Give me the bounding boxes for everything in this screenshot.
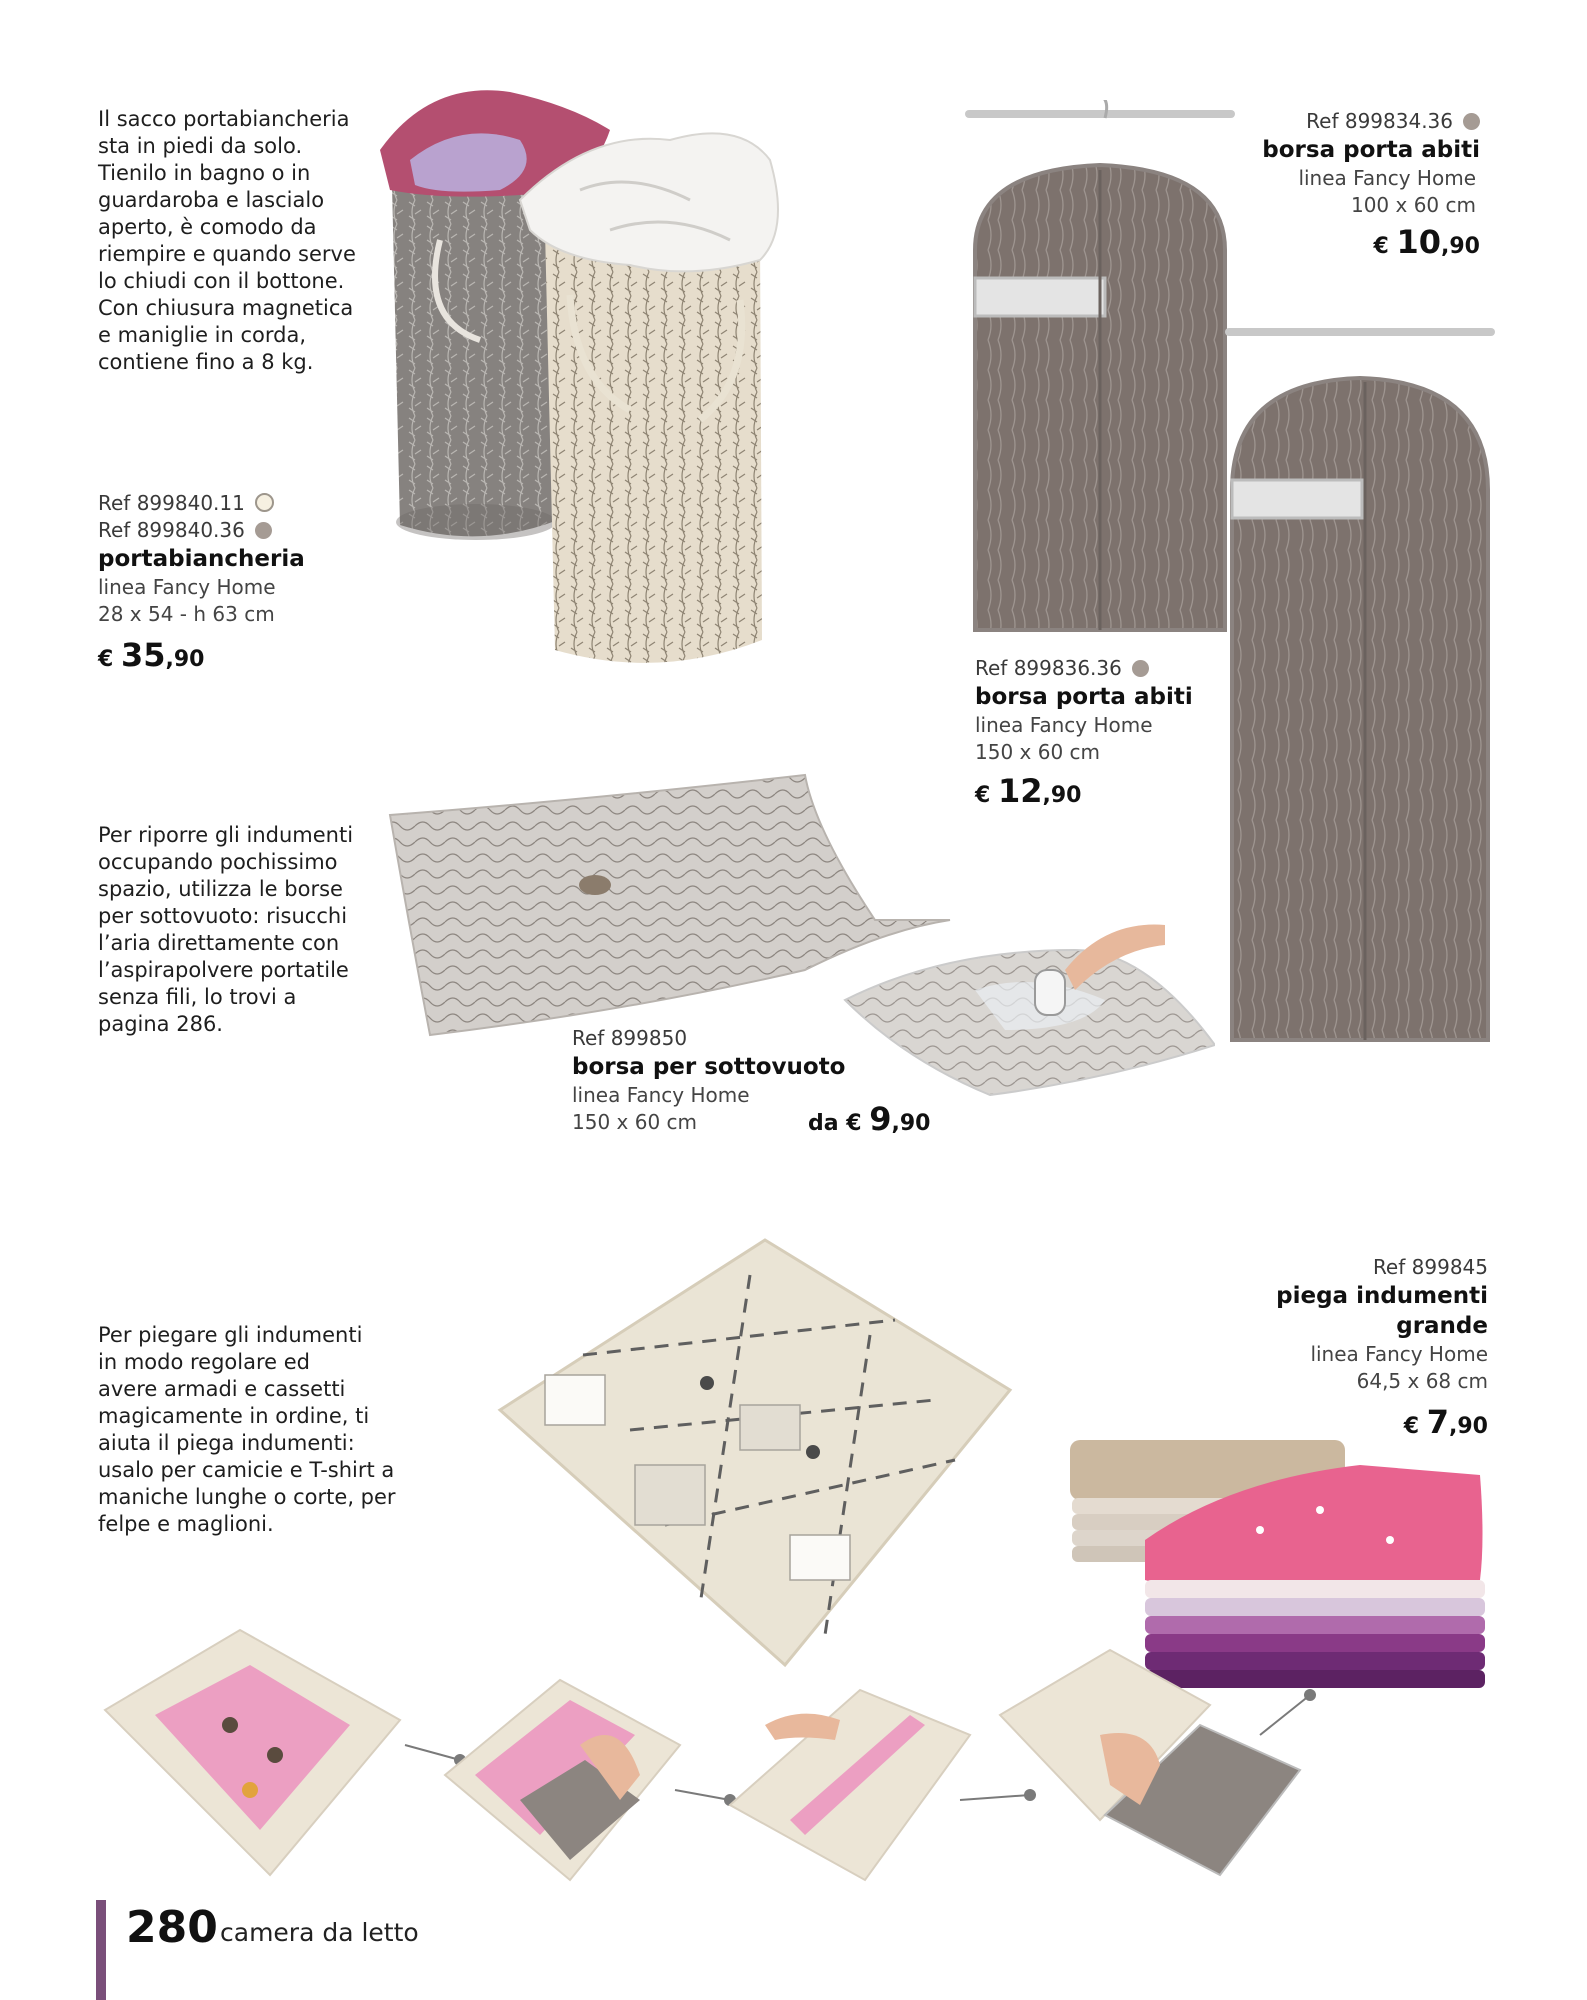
- vacuum-name: borsa per sottovuoto: [572, 1054, 846, 1080]
- laundry-ref-1: Ref 899840.11: [98, 490, 398, 517]
- desc-line: contiene fino a 8 kg.: [98, 350, 314, 374]
- garment-large-ref: Ref 899836.36: [975, 655, 1295, 682]
- desc-line: Per riporre gli indumenti: [98, 823, 354, 847]
- laundry-ref-2: Ref 899840.36: [98, 517, 398, 544]
- desc-line: Con chiusura magnetica: [98, 296, 354, 320]
- folder-line: linea Fancy Home: [1310, 1342, 1488, 1366]
- desc-line: occupando pochissimo: [98, 850, 338, 874]
- desc-line: magicamente in ordine, ti: [98, 1404, 370, 1428]
- desc-line: Tienilo in bagno o in: [98, 161, 311, 185]
- desc-line: e maniglie in corda,: [98, 323, 307, 347]
- vacuum-info: [572, 1025, 846, 1136]
- garment-small-ref: Ref 899834.36: [1180, 108, 1480, 135]
- gray-swatch: [255, 522, 272, 539]
- desc-line: per sottovuoto: risucchi: [98, 904, 348, 928]
- garment-large-name: borsa porta abiti: [975, 684, 1193, 710]
- desc-line: aiuta il piega indumenti:: [98, 1431, 355, 1455]
- desc-line: sta in piedi da solo.: [98, 134, 303, 158]
- section-title: camera da letto: [220, 1918, 419, 1947]
- desc-line: Per piegare gli indumenti: [98, 1323, 363, 1347]
- laundry-bags-photo: [370, 80, 860, 680]
- gray-swatch: [1132, 660, 1149, 677]
- garment-large-line: linea Fancy Home: [975, 713, 1153, 737]
- garment-large-price: € 12,90: [975, 772, 1082, 810]
- desc-line: usalo per camicie e T-shirt a: [98, 1458, 395, 1482]
- desc-line: maniche lunghe o corte, per: [98, 1485, 396, 1509]
- page-accent-bar: [96, 1900, 106, 2000]
- desc-line: pagina 286.: [98, 1012, 223, 1036]
- desc-line: l’aria direttamente con: [98, 931, 340, 955]
- cream-swatch: [255, 493, 274, 512]
- desc-line: lo chiudi con il bottone.: [98, 269, 345, 293]
- vacuum-ref: Ref 899850: [572, 1026, 688, 1050]
- desc-line: riempire e quando serve: [98, 242, 356, 266]
- folder-name-1: piega indumenti: [1276, 1283, 1488, 1309]
- garment-large-size: 150 x 60 cm: [975, 740, 1101, 764]
- laundry-name: portabiancheria: [98, 546, 305, 572]
- laundry-line: linea Fancy Home: [98, 575, 276, 599]
- desc-line: guardaroba e lascialo: [98, 188, 325, 212]
- vacuum-price: da € 9,90: [808, 1100, 931, 1138]
- folding-steps-photo: [100, 1625, 1360, 1905]
- vacuum-line: linea Fancy Home: [572, 1083, 750, 1107]
- folder-price: € 7,90: [1403, 1403, 1488, 1441]
- page-number: 280: [126, 1902, 218, 1953]
- desc-line: Il sacco portabiancheria: [98, 107, 350, 131]
- vacuum-description: [98, 822, 398, 1038]
- garment-small-line: linea Fancy Home: [1298, 166, 1476, 190]
- desc-line: aperto, è comodo da: [98, 215, 317, 239]
- desc-line: felpe e maglioni.: [98, 1512, 274, 1536]
- folder-ref: Ref 899845: [1372, 1255, 1488, 1279]
- laundry-price: € 35,90: [98, 636, 205, 674]
- garment-small-price: € 10,90: [1373, 223, 1480, 261]
- desc-line: spazio, utilizza le borse: [98, 877, 343, 901]
- laundry-description: [98, 106, 378, 376]
- vacuum-bag-photo: [385, 770, 1215, 1100]
- folder-size: 64,5 x 68 cm: [1356, 1369, 1488, 1393]
- desc-line: avere armadi e cassetti: [98, 1377, 346, 1401]
- folder-name-2: grande: [1396, 1313, 1488, 1339]
- vacuum-size: 150 x 60 cm: [572, 1110, 698, 1134]
- garment-small-name: borsa porta abiti: [1262, 137, 1480, 163]
- desc-line: l’aspirapolvere portatile: [98, 958, 349, 982]
- folder-info: [1180, 1254, 1488, 1444]
- laundry-info: [98, 490, 398, 677]
- desc-line: senza fili, lo trovi a: [98, 985, 297, 1009]
- folder-description: [98, 1322, 428, 1538]
- laundry-size: 28 x 54 - h 63 cm: [98, 602, 275, 626]
- folding-board-photo: [495, 1235, 1015, 1675]
- desc-line: in modo regolare ed: [98, 1350, 310, 1374]
- garment-small-size: 100 x 60 cm: [1350, 193, 1476, 217]
